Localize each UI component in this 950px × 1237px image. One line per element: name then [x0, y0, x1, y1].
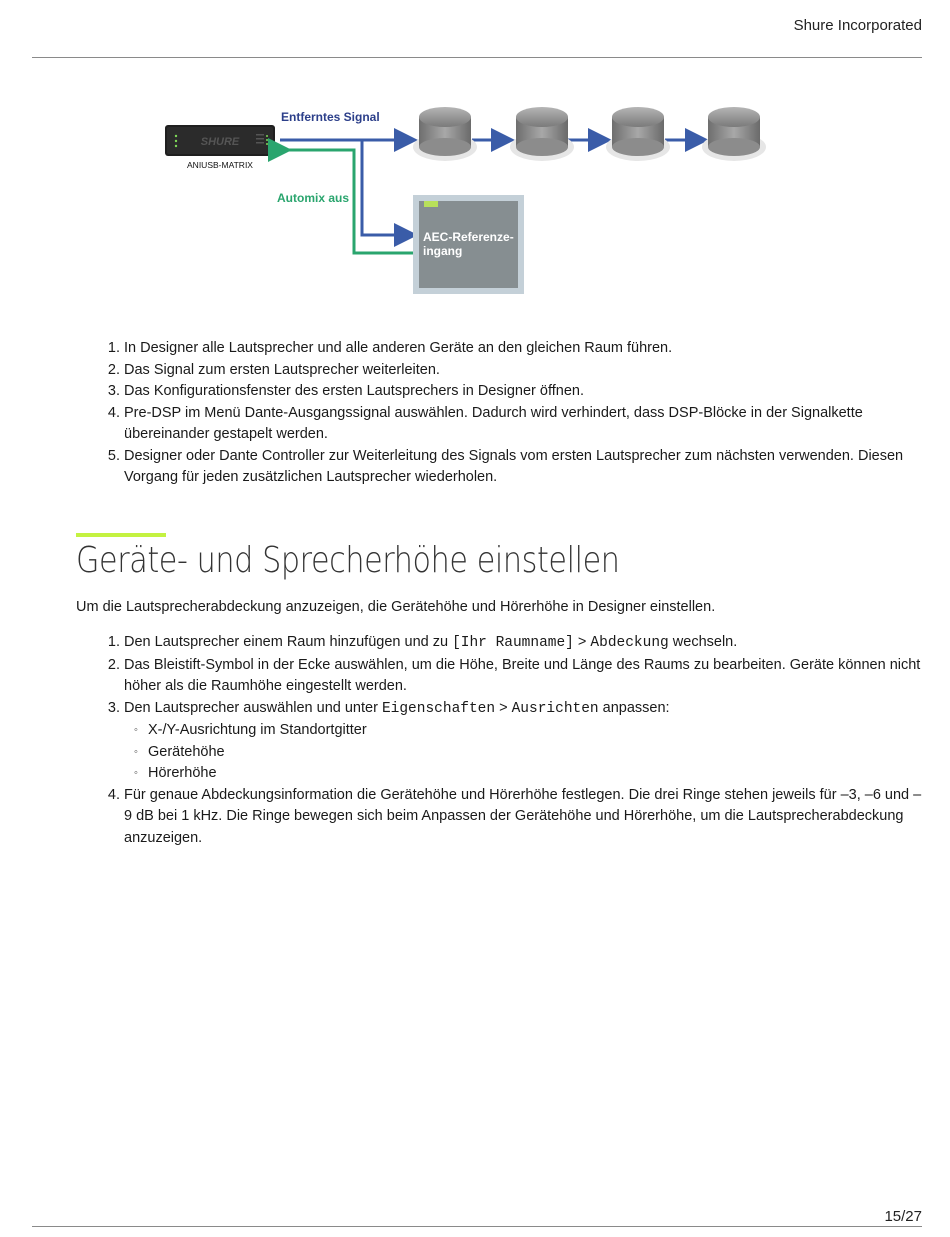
aec-reference-input-box: [413, 195, 524, 294]
list-item: 2. Das Bleistift-Symbol in der Ecke auswählen, um die Höhe, Breite und Länge des Raums zu bearbeiten. Geräte können nicht höher als die Raumhöhe eingestellt werden.: [124, 655, 929, 698]
routing-steps-list: [76, 338, 929, 489]
list-item: 3. Das Konfigurationsfenster des ersten Lautsprechers in Designer öffnen.: [124, 381, 929, 403]
device-label: ANIUSB-MATRIX: [187, 160, 253, 170]
list-item: 2. Das Signal zum ersten Lautsprecher weiterleiten.: [124, 360, 929, 382]
code-room-name: [Ihr Raumname]: [452, 635, 574, 651]
list-item: 4. Für genaue Abdeckungsinformation die Gerätehöhe und Hörerhöhe festlegen. Die drei Ringe stehen jeweils für –3, –6 und –9 dB bei 1 kHz. Die Ringe bewegen sich beim Anpassen der Gerätehöhe und Hörerhöhe, um die Lautsprecherabdeckung anzuzeigen.: [124, 785, 929, 850]
aniusb-matrix-device: [165, 125, 275, 156]
ceiling-speaker-1-icon: [413, 107, 477, 161]
list-item: 1. In Designer alle Lautsprecher und alle anderen Geräte an den gleichen Raum führen.: [124, 338, 929, 360]
bullet-icon: ◦: [134, 767, 138, 779]
footer-divider: [32, 1226, 922, 1227]
section-intro: Um die Lautsprecherabdeckung anzuzeigen, die Gerätehöhe und Hörerhöhe in Designer einstellen.: [76, 599, 716, 615]
header-divider: [32, 57, 922, 58]
code-coverage: Abdeckung: [590, 635, 669, 651]
list-item: 3. Den Lautsprecher auswählen und unter Eigenschaften > Ausrichten anpassen: ◦ X-/Y-Ausrichtung im Standortgitter ◦ Gerätehöhe ◦ Hörerhöhe: [124, 698, 929, 785]
sub-list-item: ◦ Hörerhöhe: [134, 763, 929, 785]
ceiling-speaker-4-icon: [702, 107, 766, 161]
aec-label-line2: ingang: [423, 244, 463, 258]
section-title: Geräte- und Sprecherhöhe einstellen: [76, 540, 620, 581]
code-align: Ausrichten: [511, 700, 599, 717]
list-item: 4. Pre-DSP im Menü Dante-Ausgangssignal auswählen. Dadurch wird verhindert, dass DSP-Blöcke in der Signalkette übereinander gestapelt werden.: [124, 403, 929, 446]
list-item: 1. Den Lautsprecher einem Raum hinzufügen und zu [Ihr Raumname] > Abdeckung wechseln.: [124, 632, 929, 655]
section-accent-bar: [76, 533, 166, 537]
page-number: 15/27: [884, 1208, 922, 1225]
bullet-icon: ◦: [134, 724, 138, 736]
code-properties: Eigenschaften: [381, 700, 496, 717]
ceiling-speaker-2-icon: [510, 107, 574, 161]
automix-label: Automix aus: [277, 191, 350, 205]
shure-logo: SHURE: [200, 136, 240, 148]
header-company-name: Shure Incorporated: [793, 17, 922, 34]
signal-label: Entferntes Signal: [281, 110, 380, 124]
sub-list-item: ◦ Gerätehöhe: [134, 742, 929, 764]
aec-label-line1: AEC-Referenze-: [423, 230, 514, 244]
signal-routing-diagram: [160, 98, 780, 303]
align-options-list: [124, 720, 929, 785]
sub-list-item: ◦ X-/Y-Ausrichtung im Standortgitter: [134, 720, 929, 742]
height-steps-list: [76, 632, 929, 849]
bullet-icon: ◦: [134, 745, 138, 758]
list-item: 5. Designer oder Dante Controller zur Weiterleitung des Signals vom ersten Lautsprecher zum nächsten verwenden. Diesen Vorgang für jeden zusätzlichen Lautsprecher wiederholen.: [124, 446, 929, 489]
ceiling-speaker-3-icon: [606, 107, 670, 161]
